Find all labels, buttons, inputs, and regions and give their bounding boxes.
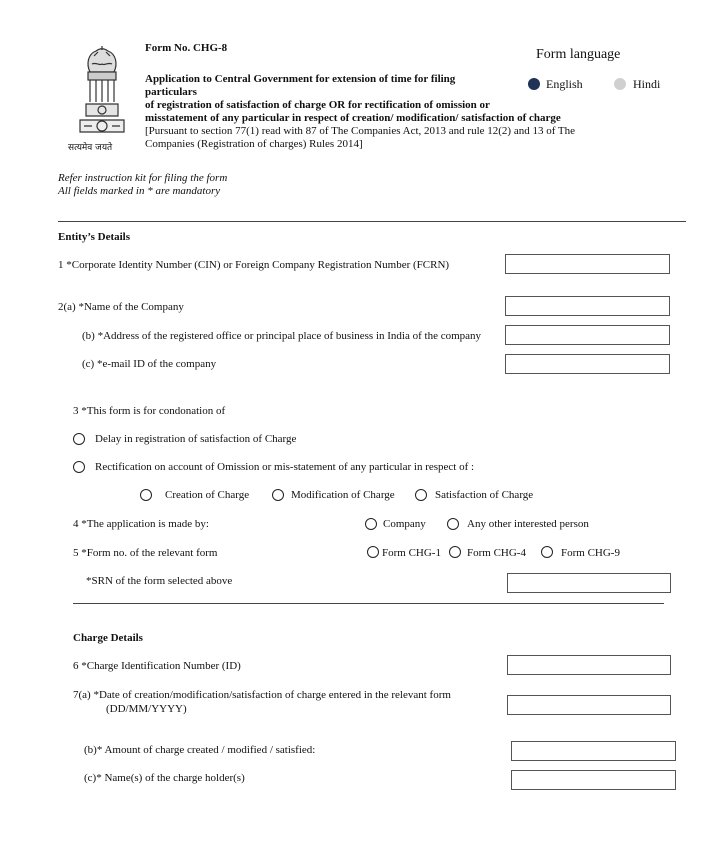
charge-id-label: 6 *Charge Identification Number (ID) (73, 660, 241, 672)
company-name-input[interactable] (505, 296, 670, 316)
mandatory-note: All fields marked in * are mandatory (58, 185, 221, 197)
applicant-company-radio[interactable] (365, 518, 377, 530)
cin-label: 1 *Corporate Identity Number (CIN) or Foreign Company Registration Number (FCRN) (58, 259, 450, 271)
application-by-label: 4 *The application is made by: (73, 518, 209, 530)
language-hindi-label: Hindi (633, 77, 661, 91)
pursuant-line-1: [Pursuant to section 77(1) read with 87 of The Companies Act, 2013 and rule 12(2) and 13 of The (145, 125, 576, 137)
divider (73, 603, 664, 604)
form-language-label: Form language (536, 47, 621, 62)
form-title-line-1: Application to Central Government for extension of time for filing (145, 73, 456, 85)
emblem-caption: सत्यमेव जयते (68, 143, 113, 153)
delay-registration-radio[interactable] (73, 433, 85, 445)
form-number: Form No. CHG-8 (145, 42, 228, 54)
relevant-form-label: 5 *Form no. of the relevant form (73, 547, 218, 559)
satisfaction-of-charge-radio[interactable] (415, 489, 427, 501)
srn-input[interactable] (507, 573, 671, 593)
company-name-label: 2(a) *Name of the Company (58, 301, 184, 313)
form-title-line-3: of registration of satisfaction of charge OR for rectification of omission or (145, 99, 490, 111)
condonation-label: 3 *This form is for condonation of (73, 405, 226, 417)
instruction-note: Refer instruction kit for filing the form (58, 172, 228, 184)
form-chg9-radio[interactable] (541, 546, 553, 558)
modification-of-charge-radio[interactable] (272, 489, 284, 501)
satisfaction-of-charge-label: Satisfaction of Charge (435, 489, 534, 501)
form-title-line-4: misstatement of any particular in respect of creation/ modification/ satisfaction of charge (145, 112, 561, 124)
charge-holder-input[interactable] (511, 770, 676, 790)
applicant-other-label: Any other interested person (467, 518, 589, 530)
language-hindi-radio[interactable] (614, 78, 626, 90)
applicant-company-label: Company (383, 518, 426, 530)
state-emblem-logo (68, 42, 132, 154)
charge-date-label: 7(a) *Date of creation/modification/satisfaction of charge entered in the relevant form (73, 689, 451, 701)
charge-date-input[interactable] (507, 695, 671, 715)
charge-details-heading: Charge Details (73, 632, 143, 644)
form-chg1-label: Form CHG-1 (382, 547, 441, 559)
charge-amount-label: (b)* Amount of charge created / modified / satisfied: (84, 744, 316, 756)
delay-registration-label: Delay in registration of satisfaction of Charge (95, 433, 297, 445)
rectification-radio[interactable] (73, 461, 85, 473)
email-input[interactable] (505, 354, 670, 374)
charge-holder-label: (c)* Name(s) of the charge holder(s) (84, 772, 245, 784)
charge-amount-input[interactable] (511, 741, 676, 761)
creation-of-charge-label: Creation of Charge (165, 489, 250, 501)
cin-input[interactable] (505, 254, 670, 274)
creation-of-charge-radio[interactable] (140, 489, 152, 501)
pursuant-line-2: Companies (Registration of charges) Rules 2014] (145, 138, 363, 150)
divider (58, 221, 686, 222)
rectification-label: Rectification on account of Omission or mis-statement of any particular in respect of : (95, 461, 475, 473)
form-chg4-label: Form CHG-4 (467, 547, 526, 559)
srn-label: *SRN of the form selected above (86, 575, 233, 587)
charge-date-format: (DD/MM/YYYY) (106, 703, 187, 715)
charge-id-input[interactable] (507, 655, 671, 675)
form-title-line-2: particulars (145, 86, 197, 98)
address-label: (b) *Address of the registered office or principal place of business in India of the company (82, 330, 482, 342)
form-chg1-radio[interactable] (367, 546, 379, 558)
form-chg9-label: Form CHG-9 (561, 547, 620, 559)
address-input[interactable] (505, 325, 670, 345)
email-label: (c) *e-mail ID of the company (82, 358, 217, 370)
language-english-radio[interactable] (528, 78, 540, 90)
entity-details-heading: Entity’s Details (58, 231, 131, 243)
modification-of-charge-label: Modification of Charge (291, 489, 395, 501)
applicant-other-radio[interactable] (447, 518, 459, 530)
language-english-label: English (546, 77, 583, 91)
form-chg4-radio[interactable] (449, 546, 461, 558)
